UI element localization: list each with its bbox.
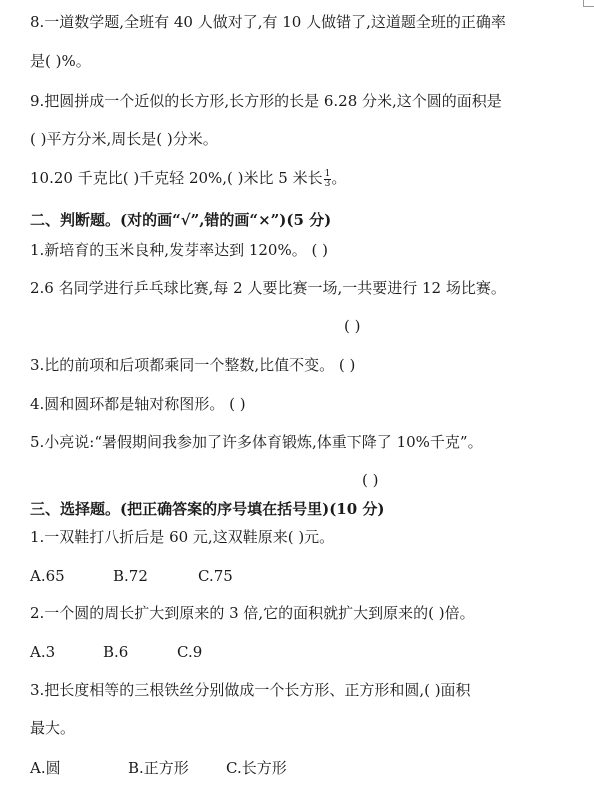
judgement-q1: 1.新培育的玉米良种,发芽率达到 120%。 ( ) bbox=[30, 241, 328, 259]
choice-q3-option-a: A.圆 bbox=[30, 759, 61, 777]
q10-line bbox=[30, 168, 586, 189]
q9-line2: ( )平方分米,周长是( )分米。 bbox=[30, 130, 218, 148]
q9-line1: 9.把圆拼成一个近似的长方形,长方形的长是 6.28 分米,这个圆的面积是 bbox=[30, 92, 502, 110]
choice-q2-option-a: A.3 bbox=[30, 643, 56, 661]
judgement-heading: 二、判断题。(对的画“√”,错的画“×”)(5 分) bbox=[30, 211, 332, 229]
judgement-q2: 2.6 名同学进行乒乓球比赛,每 2 人要比赛一场,一共要进行 12 场比赛。 bbox=[30, 279, 506, 297]
choice-q3-option-c: C.长方形 bbox=[226, 759, 287, 777]
choice-heading: 三、选择题。(把正确答案的序号填在括号里)(10 分) bbox=[30, 500, 385, 518]
judgement-q5: 5.小亮说:“暑假期间我参加了许多体育锻炼,体重下降了 10%千克”。 bbox=[30, 433, 483, 451]
choice-q1-option-a: A.65 bbox=[30, 567, 65, 585]
judgement-q4: 4.圆和圆环都是轴对称图形。 ( ) bbox=[30, 395, 246, 413]
choice-q1-option-b: B.72 bbox=[113, 567, 148, 585]
judgement-q2-paren: ( ) bbox=[344, 317, 361, 335]
choice-q3-line2: 最大。 bbox=[30, 719, 76, 737]
choice-q3-line1: 3.把长度相等的三根铁丝分别做成一个长方形、正方形和圆,( )面积 bbox=[30, 681, 471, 699]
q8-line1: 8.一道数学题,全班有 40 人做对了,有 10 人做错了,这道题全班的正确率 bbox=[30, 13, 506, 31]
q10-fraction-denominator: 3 bbox=[324, 178, 331, 189]
choice-q1-option-c: C.75 bbox=[198, 567, 233, 585]
choice-q1-options bbox=[30, 566, 586, 586]
choice-q3-option-b: B.正方形 bbox=[128, 759, 189, 777]
q10-text: 10.20 千克比( )千克轻 20%,( )米比 5 米长 bbox=[30, 169, 323, 187]
choice-q2-option-c: C.9 bbox=[177, 643, 203, 661]
choice-q2-options bbox=[30, 642, 586, 662]
q10-end: 。 bbox=[331, 169, 347, 187]
choice-q3-options bbox=[30, 758, 586, 778]
choice-q2-option-b: B.6 bbox=[103, 643, 129, 661]
judgement-q5-paren: ( ) bbox=[362, 471, 379, 489]
corner-mark bbox=[583, 0, 594, 7]
choice-q1: 1.一双鞋打八折后是 60 元,这双鞋原来( )元。 bbox=[30, 528, 335, 546]
q8-line2: 是( )%。 bbox=[30, 52, 91, 70]
q10-fraction-numerator: 1 bbox=[324, 168, 331, 179]
judgement-q3: 3.比的前项和后项都乘同一个整数,比值不变。 ( ) bbox=[30, 356, 356, 374]
choice-q2: 2.一个圆的周长扩大到原来的 3 倍,它的面积就扩大到原来的( )倍。 bbox=[30, 604, 475, 622]
